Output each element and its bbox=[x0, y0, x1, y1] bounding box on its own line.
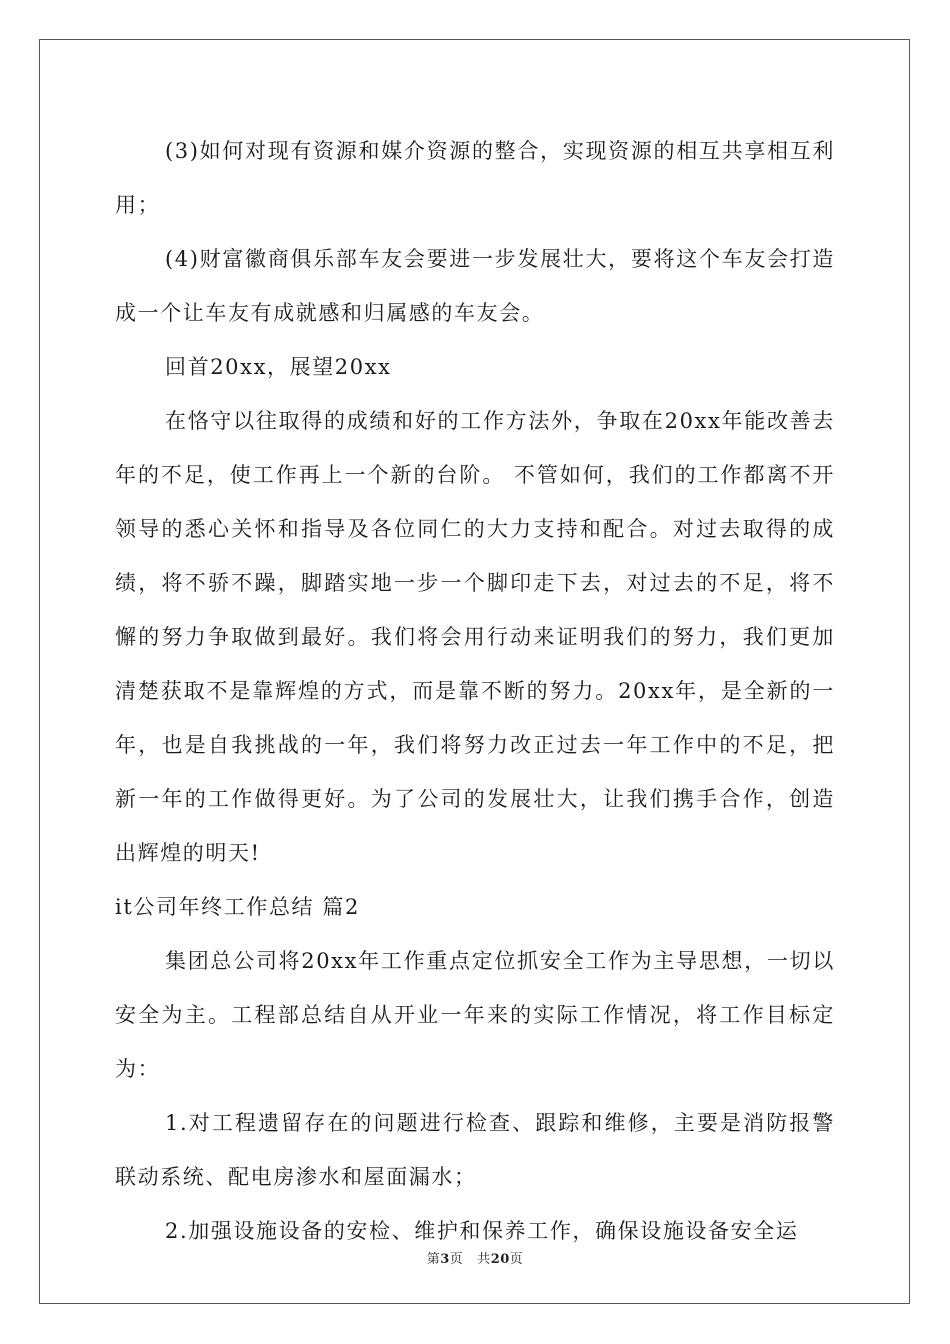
page-footer bbox=[0, 1248, 950, 1267]
paragraph-review: 回首20xx，展望20xx bbox=[165, 355, 392, 379]
page-number: 3 bbox=[440, 1252, 450, 1267]
paragraph-goal-2: 2.加强设施设备的安检、维护和保养工作，确保设施设备安全运 bbox=[165, 1219, 799, 1243]
paragraph-item-4: (4)财富徽商俱乐部车友会要进一步发展壮大，要将这个车友会打造成一个让车友有成就感和归属感的车友会。 bbox=[115, 247, 835, 325]
total-pages: 20 bbox=[490, 1252, 510, 1267]
total-suffix: 页 bbox=[509, 1252, 524, 1267]
section-heading: it公司年终工作总结 篇2 bbox=[115, 895, 360, 919]
paragraph-intro: 集团总公司将20xx年工作重点定位抓安全工作为主导思想，一切以安全为主。工程部总结自从开业一年来的实际工作情况，将工作目标定为： bbox=[115, 949, 835, 1081]
total-prefix: 共 bbox=[477, 1252, 491, 1267]
page-suffix: 页 bbox=[449, 1252, 464, 1267]
page-prefix: 第 bbox=[426, 1252, 441, 1267]
document-body bbox=[115, 124, 835, 1258]
paragraph-goal-1: 1.对工程遗留存在的问题进行检查、跟踪和维修，主要是消防报警联动系统、配电房渗水和屋面漏水； bbox=[115, 1111, 835, 1189]
paragraph-summary: 在恪守以往取得的成绩和好的工作方法外，争取在20xx年能改善去年的不足，使工作再上一个新的台阶。 不管如何，我们的工作都离不开领导的悉心关怀和指导及各位同仁的大力支持和配合。对过去取得的成绩，将不骄不躁，脚踏实地一步一个脚印走下去，对过去的不足，将不懈的努力争取做到最好。我们将会用行动来证明我们的努力，我们更加清楚获取不是靠辉煌的方式，而是靠不断的努力。20xx年，是全新的一年，也是自我挑战的一年，我们将努力改正过去一年工作中的不足，把新一年的工作做得更好。为了公司的发展壮大，让我们携手合作，创造出辉煌的明天! bbox=[115, 409, 835, 865]
paragraph-item-3: (3)如何对现有资源和媒介资源的整合，实现资源的相互共享相互利用； bbox=[115, 139, 835, 217]
